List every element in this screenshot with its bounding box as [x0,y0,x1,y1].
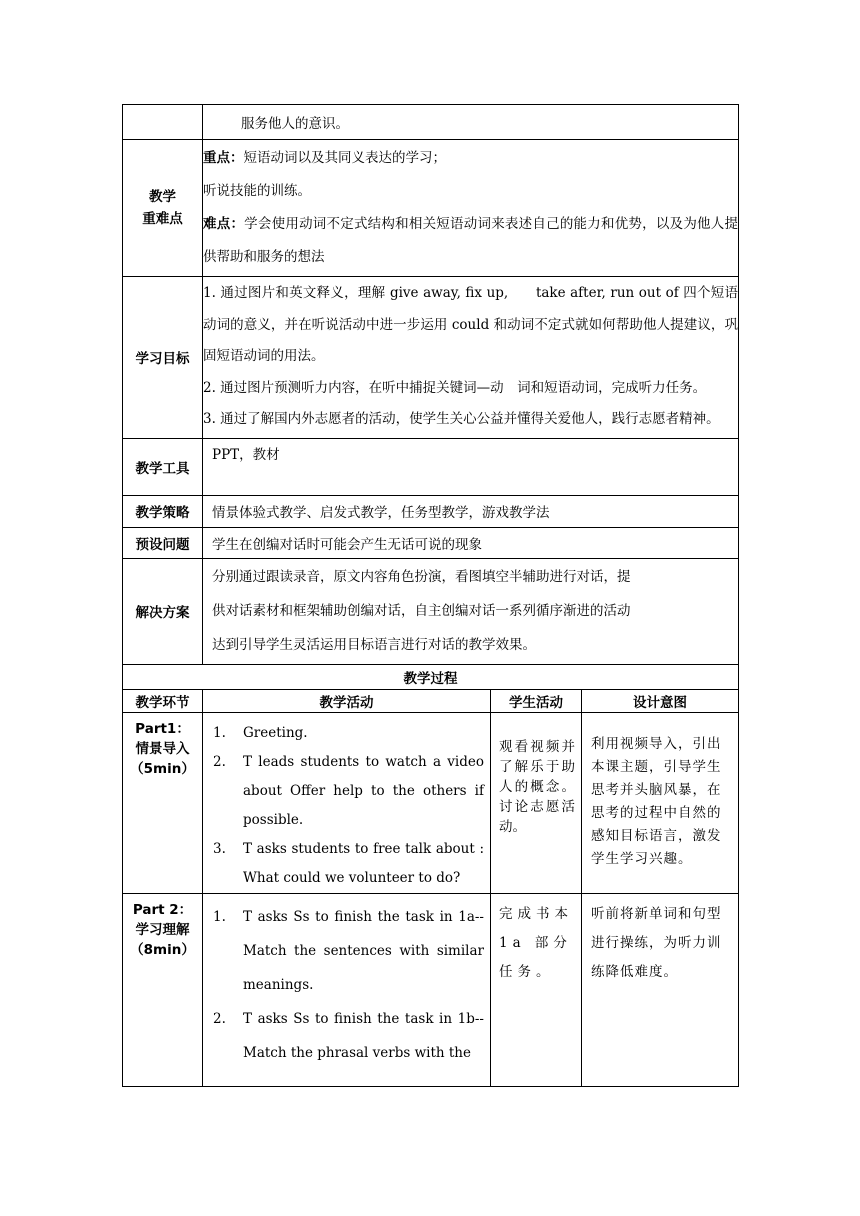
process-header-row [123,689,739,712]
key-text2: 听说技能的训练。 [203,183,311,199]
objective-item-2: 2. 通过图片预测听力内容，在听中捕捉关键词—动 词和短语动词，完成听力任务。 [203,379,707,396]
part2-activities [203,893,491,1086]
part1-time: （5min） [130,760,195,777]
diff-text: 学会使用动词不定式结构和相关短语动词来表述自己的能力和优势，以及为他人提供帮助和服务的想法 [203,216,738,265]
service-text: 服务他人的意识。 [203,105,739,140]
solution-label: 解决方案 [123,558,203,664]
keypoints-label-line2: 重难点 [142,211,183,227]
activity-item: 2. T leads students to watch a video about Offer help to the others if possible. [213,753,484,828]
key-label: 重点： [203,150,244,166]
part1-stage: 情景导入 [135,740,190,757]
part1-name: Part1： [135,720,190,737]
header-stage: 教学环节 [123,689,203,712]
problem-text: 学生在创编对话时可能会产生无话可说的现象 [203,527,739,558]
objective-item-1: 1. 通过图片和英文释义，理解 give away, fix up, take after, run out of 四个短语动词的意义，并在听说活动中进一步运用 could 和动词不定式就如何帮助他人提建议，巩固短语动词的用法。 [203,285,738,364]
process-title-row [123,664,739,689]
process-part-row [123,712,739,893]
solution-content [203,558,739,664]
process-part-row [123,893,739,1086]
part2-name: Part 2： [132,901,193,918]
part1-intent [582,712,739,893]
strategy-label: 教学策略 [123,495,203,527]
header-activity: 教学活动 [203,689,491,712]
part1-student [491,712,582,893]
strategy-text: 情景体验式教学、启发式教学，任务型教学，游戏教学法 [203,495,739,527]
tools-row [123,438,739,495]
solution-row [123,558,739,664]
part2-stage: 学习理解 [135,921,190,938]
problem-row [123,527,739,558]
service-row [123,105,739,140]
objective-item-3: 3. 通过了解国内外志愿者的活动，使学生关心公益并懂得关爱他人，践行志愿者精神。 [203,411,720,427]
keypoints-label-line1: 教学 [149,189,176,205]
empty-label-cell [123,105,203,140]
solution-line-3: 达到引导学生灵活运用目标语言进行对话的教学效果。 [212,636,536,653]
part1-student-text: 观看视频并了解乐于助人的概念。讨论志愿活动。 [499,738,575,835]
part2-student-text: 完成书本1a 部分任务。 [499,905,573,980]
tools-text: PPT，教材 [203,438,739,495]
process-title: 教学过程 [123,664,739,689]
diff-label: 难点： [203,216,245,232]
part2-intent [582,893,739,1086]
activity-item: 1. Greeting. [213,724,308,741]
header-intent: 设计意图 [582,689,739,712]
strategy-row [123,495,739,527]
part2-time: （8min） [130,941,195,958]
solution-line-2: 供对话素材和框架辅助创编对话，自主创编对话一系列循序渐进的活动 [212,602,631,619]
header-student: 学生活动 [491,689,582,712]
key-text: 短语动词以及其同义表达的学习； [243,150,446,166]
part2-student [491,893,582,1086]
activity-item: 1. T asks Ss to finish the task in 1a--Match the sentences with similar meanings. [213,908,484,993]
part2-stage-cell [123,893,203,1086]
tools-label: 教学工具 [123,438,203,495]
problem-label: 预设问题 [123,527,203,558]
part2-intent-text: 听前将新单词和句型进行操练，为听力训练降低难度。 [591,905,722,980]
objectives-content [203,277,739,439]
objectives-row [123,277,739,439]
objectives-label: 学习目标 [123,277,203,439]
keypoints-row [123,140,739,277]
keypoints-label [123,140,203,277]
activity-item: 3. T asks students to free talk about : What could we volunteer to do? [213,840,484,886]
activity-item: 2. T asks Ss to finish the task in 1b--Match the phrasal verbs with the [213,1010,484,1061]
keypoints-content [203,140,739,277]
solution-line-1: 分别通过跟读录音，原文内容角色扮演，看图填空半辅助进行对话，提 [212,568,631,585]
part1-activities [203,712,491,893]
part1-stage-cell [123,712,203,893]
lesson-plan-table [122,104,739,1087]
part1-intent-text: 利用视频导入，引出本课主题，引导学生思考并头脑风暴，在思考的过程中自然的感知目标语言，激发学生学习兴趣。 [591,735,722,867]
